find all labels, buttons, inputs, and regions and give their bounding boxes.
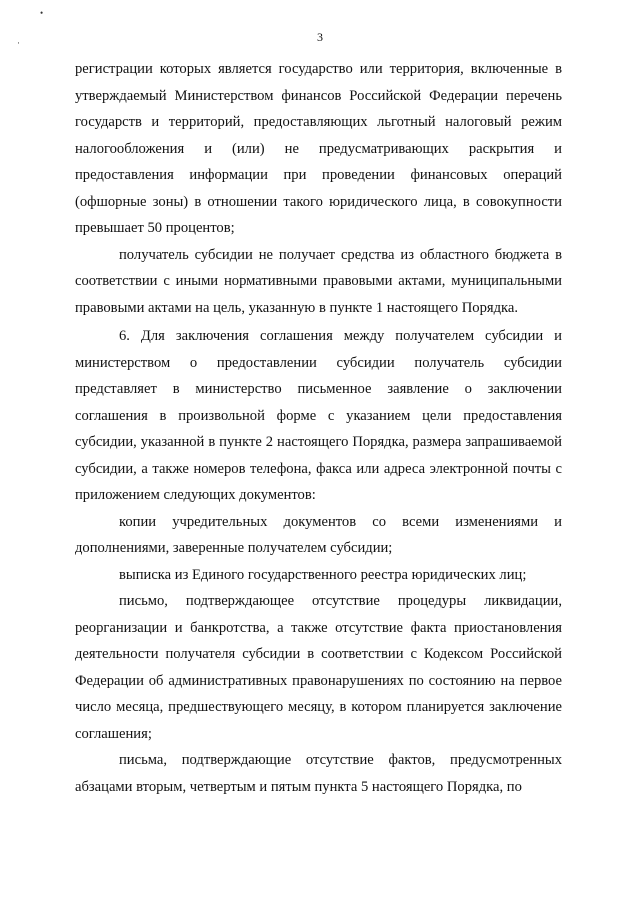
- paragraph: выписка из Единого государственного реестра юридических лиц;: [119, 566, 527, 583]
- paragraph: 6. Для заключения соглашения между получателем субсидии и министерством о предоставлении субсидии получатель субсидии представляет в министерство письменное заявление о заключении соглашения в произвольной форме с указанием цели предоставления субсидии, указанной в пункте 2 настоящего Порядка, размера запрашиваемой субсидии, а также номеров телефона, факса или адреса электронной почты с приложением следующих документов:: [75, 328, 562, 503]
- paragraph: регистрации которых является государство или территория, включенные в утверждаемый Министерством финансов Российской Федерации перечень государств и территорий, предоставляющих льготный налоговый режим налогообложения и (или) не предусматривающих раскрытия и предоставления информации при проведении финансовых операций (офшорные зоны) в отношении такого юридического лица, в совокупности превышает 50 процентов;: [75, 61, 562, 236]
- page-number: 3: [317, 30, 323, 44]
- paragraph: письма, подтверждающие отсутствие фактов, предусмотренных абзацами вторым, четвертым и пятым пункта 5 настоящего Порядка, по: [75, 752, 562, 795]
- paragraph: письмо, подтверждающее отсутствие процедуры ликвидации, реорганизации и банкротства, а также отсутствие факта приостановления деятельности получателя субсидии в соответствии с Кодексом Российской Федерации об административных правонарушениях по состоянию на первое число месяца, предшествующего месяцу, в котором планируется заключение соглашения;: [75, 593, 562, 742]
- document-body: [75, 56, 562, 800]
- scan-mark: ·: [17, 38, 20, 48]
- scan-mark: •: [40, 8, 44, 18]
- paragraph: копии учредительных документов со всеми изменениями и дополнениями, заверенные получателем субсидии;: [75, 513, 562, 556]
- paragraph: получатель субсидии не получает средства из областного бюджета в соответствии с иными нормативными правовыми актами, муниципальными правовыми актами на цель, указанную в пункте 1 настоящего Порядка.: [75, 246, 562, 316]
